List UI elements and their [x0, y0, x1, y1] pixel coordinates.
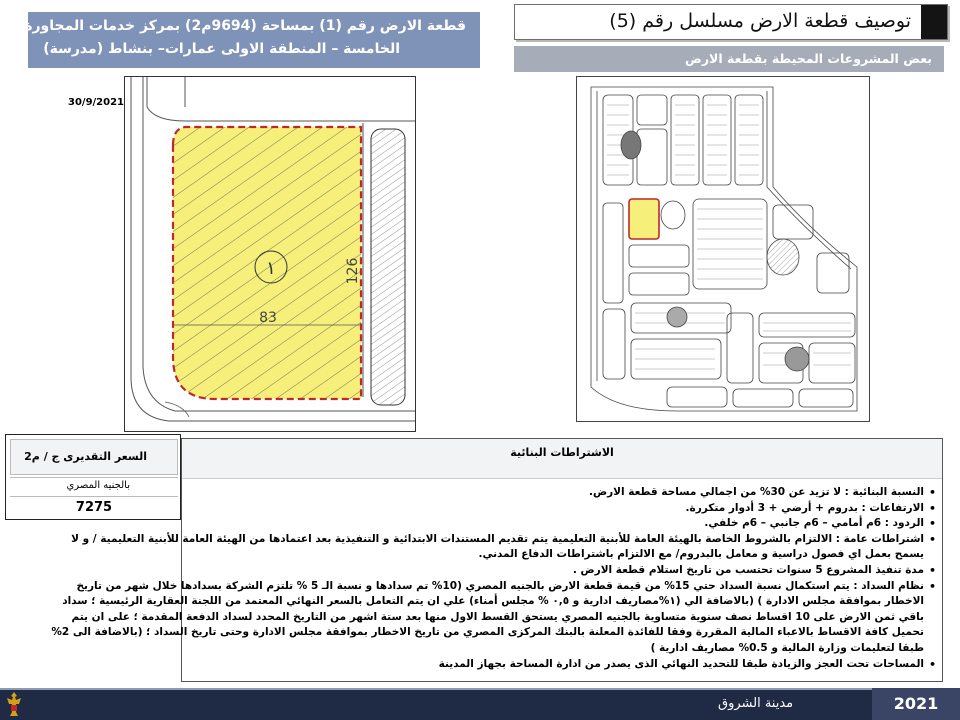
footer-accent	[0, 688, 960, 690]
main-title-bar	[514, 4, 948, 40]
condition-item: • الارتفاعات : بدروم + أرضي + 3 أدوار متكررة.	[50, 501, 936, 517]
plot-date: 30/9/2021	[68, 97, 125, 108]
plot-number: ١	[266, 258, 276, 279]
surrounding-projects-label: بعض المشروعات المحيطة بقطعة الارض	[685, 51, 932, 66]
road-edge-top	[147, 107, 415, 121]
dimension-depth: 126	[345, 257, 361, 285]
footer-year: 2021	[893, 694, 939, 713]
condition-item: • المساحات تحت العجز والزيادة طبقا للتحديد النهائي الذى يصدر من ادارة المساحة بجهاز المدينة	[50, 657, 936, 673]
green-strip	[371, 129, 405, 405]
dimension-width: 83	[259, 310, 277, 326]
plot-banner	[24, 12, 480, 68]
surrounding-map-svg	[577, 77, 869, 421]
surrounding-map	[576, 76, 870, 422]
title-accent	[921, 5, 947, 39]
egypt-eagle-icon	[4, 690, 24, 718]
map-block-middle	[603, 199, 849, 303]
condition-item: • مدة تنفيذ المشروع 5 سنوات تحتسب من تاريخ استلام قطعة الارض .	[50, 563, 936, 579]
footer-year-box	[872, 688, 960, 720]
map-round-feature	[621, 131, 641, 159]
condition-item: • اشتراطات عامة : الالتزام بالشروط الخاصة بالهيئة العامة للأبنية التعليمية يتم تقديم المستندات الابتدائية و التنفيذية بعد اعتمادها من الهيئة العامة للأبنية التعليمية / و لا يسمح بعمل اي فصول دراسية و معامل بالبدروم/ مع الالتزام باشتراطات الدفاع المدني.	[50, 532, 936, 563]
footer	[0, 688, 960, 720]
surrounding-projects-bar	[514, 46, 944, 72]
footer-city: مدينة الشروق	[718, 696, 794, 711]
price-header	[10, 439, 178, 475]
plot-banner-line1: قطعة الارض رقم (1) بمساحة (9694م2) بمركز خدمات المجاورة	[24, 18, 466, 34]
building-conditions-list	[50, 485, 936, 672]
condition-item: • نظام السداد : يتم استكمال نسبة السداد حتي 15% من قيمة قطعة الارض بالجنيه المصري (10% تم سدادها و نسبة الـ 5 % تلتزم الشركة بسدادها خلال شهر من تاريخ الاخطار بموافقة مجلس الادارة ) (بالاضافة الي (١%مصاريف ادارية و ٠,٥ % مجلس أمناء) علي ان يتم التعامل بالسعر النهائي المعتمد من اللجنة العقارية الرئيسية ؛ سداد باقي ثمن الارض على 10 اقساط نصف سنوية متساوية بالجنيه المصري يستحق القسط الاول منها بعد ستة اشهر من التاريخ المحدد لسداد الدفعة المقدمة ؛ على ان يتم تحميل كافة الاقساط بالاعباء المالية المقررة وفقا للفائدة المعلنة بالبنك المركزى المصري من تاريخ الاخطار بموافقة مجلس الادارة وحتى تاريخ السداد ؛ (بالاضافة الى 2% طبقا لتعليمات وزارة المالية و 0.5% مصاريف ادارية )	[50, 579, 936, 657]
building-conditions-title: الاشتراطات البنائية	[510, 446, 614, 459]
plot-drawing-svg	[125, 77, 415, 431]
condition-item: • الردود : 6م أمامي – 6م جانبي – 6م خلفي.	[50, 516, 936, 532]
condition-item: • النسبة البنائية : لا تزيد عن 30% من اجمالي مساحة قطعة الارض.	[50, 485, 936, 501]
plot-banner-line2: الخامسة – المنطقة الاولى عمارات– بنشاط (مدرسة)	[43, 41, 400, 57]
map-block-lower	[603, 303, 855, 407]
building-conditions-header	[182, 439, 942, 479]
map-plot-highlight	[629, 199, 659, 239]
price-header-label: السعر التقديرى ج / م2	[24, 450, 147, 463]
main-title: توصيف قطعة الارض مسلسل رقم (5)	[609, 10, 911, 32]
price-currency: بالجنيه المصري	[66, 480, 130, 491]
price-value: 7275	[75, 500, 113, 515]
plot-drawing	[124, 76, 416, 432]
